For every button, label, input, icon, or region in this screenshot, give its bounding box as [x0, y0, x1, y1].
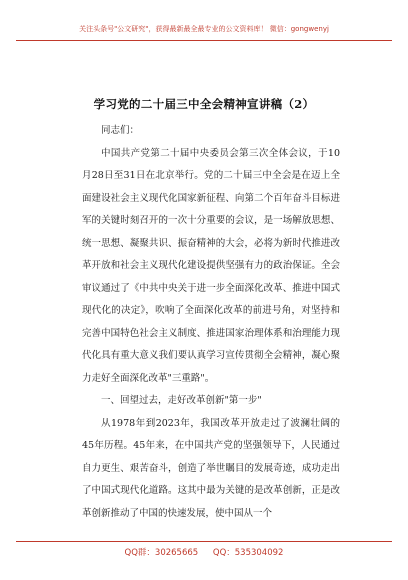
header-banner: 关注头条号"公文研究"，获得最新最全最专业的公文资料库！ 微信：gongwenyj: [79, 25, 329, 33]
paragraph: 中国共产党第二十届中央委员会第三次全体会议，于10月28日至31日在北京举行。党的二十届三中全会是在迈上全面建设社会主义现代化国家新征程、向第二个百年奋斗目标进军的关键时刻召开的一次十分重要的会议，是一场解放思想、统一思想、凝聚共识、振奋精神的大会，必将为新时代推进改革开放和社会主义现代化建设提供坚强有力的政治保证。全会审议通过了《中共中央关于进一步全面深化改革、推进中国式现代化的决定》，吹响了全面深化改革的前进号角，对坚持和完善中国特色社会主义制度、推进国家治理体系和治理能力现代化具有重大意义我们要认真学习宣传贯彻全会精神，凝心聚力走好全面深化改革"三重路"。: [82, 147, 340, 384]
section-heading: 一、回望过去，走好改革创新"第一步": [101, 395, 262, 406]
paragraph: 从1978年到2023年，我国改革开放走过了波澜壮阔的45年历程。45年来，在中国共产党的坚强领导下，人民通过自力更生、艰苦奋斗，创造了举世瞩目的发展奇迹，成功走出了中国式现代化道路。这其中最为关键的是改革创新，正是改革创新推动了中国的快速发展，使中国从一个: [82, 417, 340, 519]
salutation: 同志们：: [101, 125, 140, 136]
document-body: [82, 120, 340, 525]
footer-qq-group: QQ群：30265665: [124, 548, 199, 558]
header-divider: [16, 40, 392, 41]
footer-contact: [0, 546, 408, 558]
document-title: 学习党的二十届三中全会精神宣讲稿（2）: [93, 97, 315, 111]
footer-qq: QQ：535304092: [212, 548, 284, 558]
footer-divider: [16, 541, 392, 542]
